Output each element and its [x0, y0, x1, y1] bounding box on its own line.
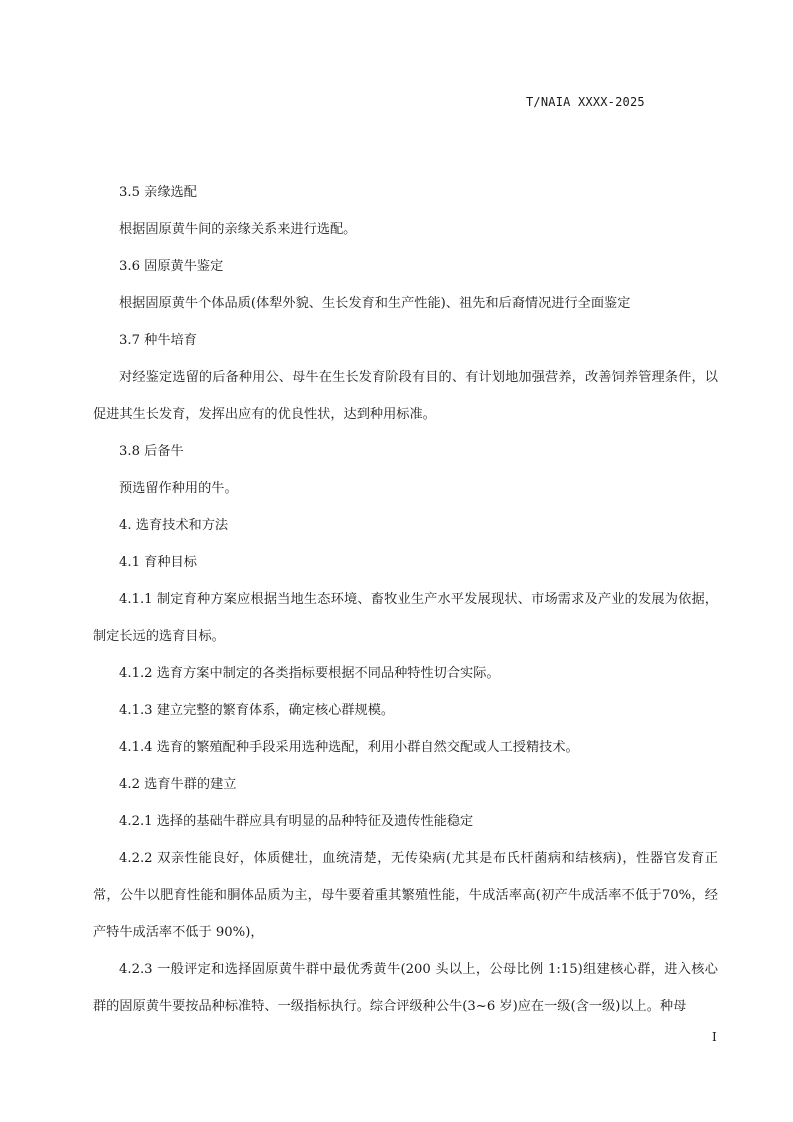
clause-4-2-3: 4.2.3 一般评定和选择固原黄牛群中最优秀黄牛(200 头以上，公母比例 1:15)组建核心群，进入核心群的固原黄牛要按品种标准特、一级指标执行。综合评级种公牛(3~6 岁)应在一级(含一级)以上。种母: [93, 962, 718, 1014]
clause-4-1-2: 4.1.2 选育方案中制定的各类指标要根据不同品种特性切合实际。: [119, 666, 500, 681]
clause-4-2-2: 4.2.2 双亲性能良好，体质健壮，血统清楚，无传染病(尤其是布氏杆菌病和结核病)，性器官发育正常，公牛以肥育性能和胴体品质为主，母牛要着重其繁殖性能，牛成活率高(初产牛成活率不低于70%，经产特牛成活率不低于 90%)，: [93, 851, 718, 940]
clause-4-2-1: 4.2.1 选择的基础牛群应具有明显的品种特征及遗传性能稳定: [119, 814, 474, 829]
section-heading-3-8: 3.8 后备牛: [119, 444, 184, 459]
section-heading-4: 4. 选育技术和方法: [119, 518, 229, 533]
section-heading-3-6: 3.6 固原黄牛鉴定: [119, 259, 224, 274]
section-heading-4-2: 4.2 选育牛群的建立: [119, 777, 237, 792]
section-heading-3-5: 3.5 亲缘选配: [119, 185, 197, 200]
paragraph: 预选留作种用的牛。: [119, 481, 238, 496]
paragraph: 对经鉴定选留的后备种用公、母牛在生长发育阶段有目的、有计划地加强营养，改善饲养管理条件，以促进其生长发育，发挥出应有的优良性状，达到种用标准。: [93, 370, 718, 422]
document-code: T/NAIA XXXX-2025: [526, 95, 645, 109]
clause-4-1-3: 4.1.3 建立完整的繁育体系，确定核心群规模。: [119, 703, 395, 718]
clause-4-1-4: 4.1.4 选育的繁殖配种手段采用选种选配，利用小群自然交配或人工授精技术。: [119, 740, 579, 755]
clause-4-1-1: 4.1.1 制定育种方案应根据当地生态环境、畜牧业生产水平发展现状、市场需求及产业的发展为依据，制定长远的选育目标。: [93, 592, 718, 644]
paragraph: 根据固原黄牛个体品质(体犁外貌、生长发育和生产性能)、祖先和后裔情况进行全面鉴定: [119, 296, 631, 311]
page-number: I: [712, 1030, 717, 1044]
paragraph: 根据固原黄牛间的亲缘关系来进行选配。: [119, 222, 357, 237]
document-body: [93, 174, 718, 1025]
section-heading-4-1: 4.1 育种目标: [119, 555, 197, 570]
section-heading-3-7: 3.7 种牛培育: [119, 333, 197, 348]
